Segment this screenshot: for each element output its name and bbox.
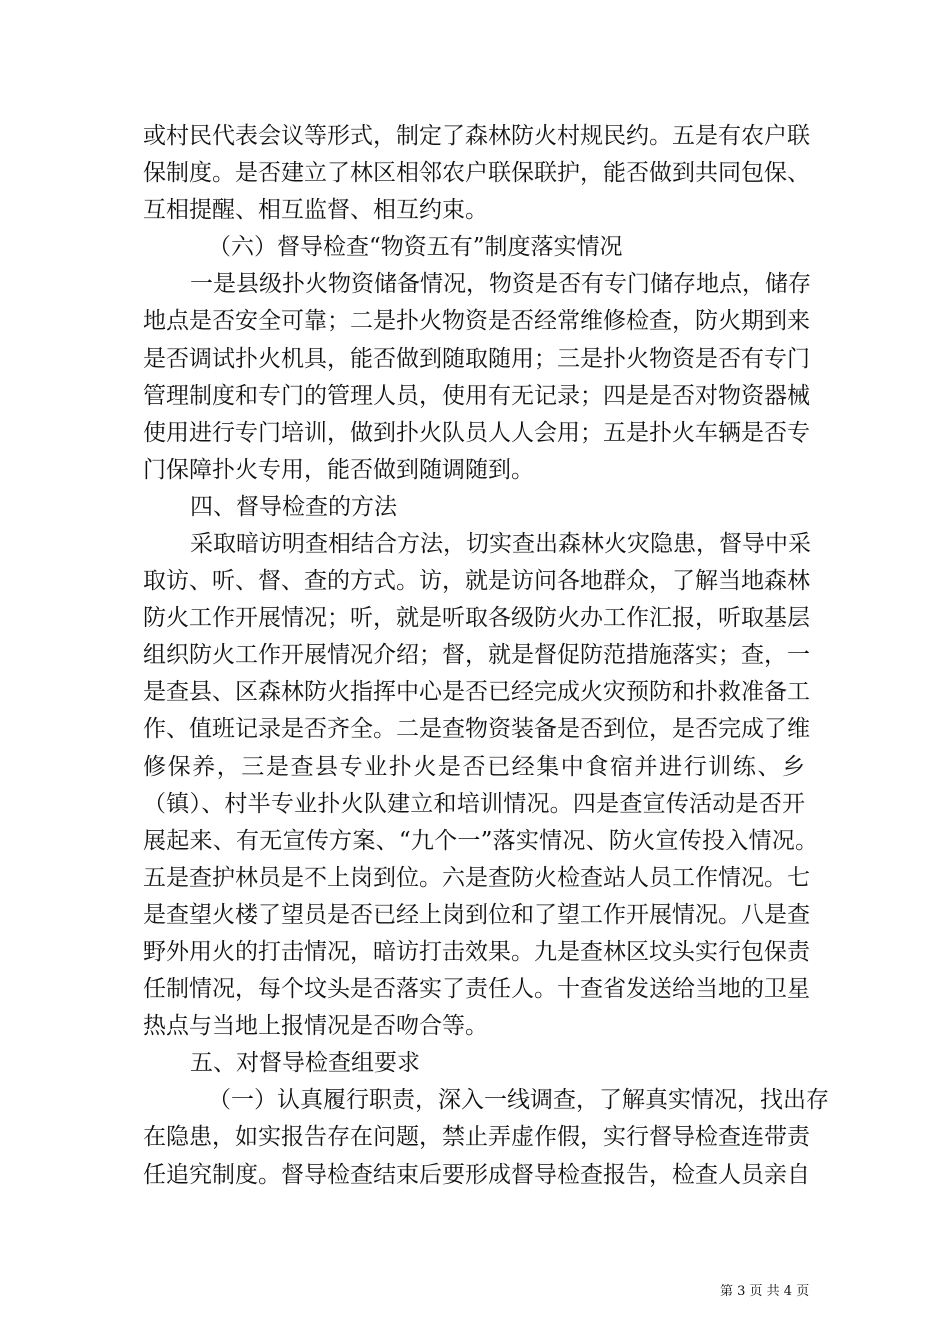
paragraph-line: 修保养，三是查县专业扑火是否已经集中食宿并进行训练、乡: [143, 754, 805, 780]
paragraph-line: 或村民代表会议等形式，制定了森林防火村规民约。五是有农户联: [143, 123, 810, 149]
paragraph-line: 任追究制度。督导检查结束后要形成督导检查报告，检查人员亲自: [143, 1162, 810, 1188]
paragraph-line: （一）认真履行职责，深入一线调查，了解真实情况，找出存: [208, 1087, 829, 1113]
paragraph-line: 使用进行专门培训，做到扑火队员人人会用；五是扑火车辆是否专: [143, 420, 810, 446]
paragraph-line: 五是查护林员是不上岗到位。六是查防火检查站人员工作情况。七: [143, 865, 810, 891]
paragraph-line: （镇）、村半专业扑火队建立和培训情况。四是查宣传活动是否开: [143, 791, 805, 817]
paragraph-line: 防火工作开展情况；听，就是听取各级防火办工作汇报，听取基层: [143, 605, 810, 631]
paragraph-line: 组织防火工作开展情况介绍；督，就是督促防范措施落实；查，一: [143, 642, 810, 668]
paragraph-line: 是查县、区森林防火指挥中心是否已经完成火灾预防和扑救准备工: [143, 679, 810, 705]
paragraph-line: 作、值班记录是否齐全。二是查物资装备是否到位，是否完成了维: [143, 716, 810, 742]
paragraph-line: 是查望火楼了望员是否已经上岗到位和了望工作开展情况。八是查: [143, 902, 810, 928]
paragraph-line: 展起来、有无宣传方案、“九个一”落实情况、防火宣传投入情况。: [143, 828, 818, 854]
section-heading: 四、督导检查的方法: [190, 494, 397, 520]
paragraph-line: 门保障扑火专用，能否做到随调随到。: [143, 457, 534, 483]
paragraph-line: 是否调试扑火机具，能否做到随取随用；三是扑火物资是否有专门: [143, 346, 810, 372]
paragraph-line: 管理制度和专门的管理人员，使用有无记录；四是是否对物资器械: [143, 383, 810, 409]
paragraph-line: 热点与当地上报情况是否吻合等。: [143, 1013, 488, 1039]
paragraph-line: 野外用火的打击情况，暗访打击效果。九是查林区坟头实行包保责: [143, 939, 810, 965]
section-heading: （六）督导检查“物资五有”制度落实情况: [208, 234, 623, 260]
paragraph-line: 一是县级扑火物资储备情况，物资是否有专门储存地点，储存: [190, 271, 811, 297]
paragraph-line: 地点是否安全可靠；二是扑火物资是否经常维修检查，防火期到来: [143, 308, 810, 334]
page-number: 第 3 页 共 4 页: [720, 1284, 810, 1299]
paragraph-line: 取访、听、督、查的方式。访，就是访问各地群众，了解当地森林: [143, 568, 810, 594]
paragraph-line: 采取暗访明查相结合方法，切实查出森林火灾隐患，督导中采: [190, 531, 811, 557]
paragraph-line: 在隐患，如实报告存在问题，禁止弄虚作假，实行督导检查连带责: [143, 1124, 810, 1150]
section-heading: 五、对督导检查组要求: [190, 1050, 420, 1076]
paragraph-line: 任制情况，每个坟头是否落实了责任人。十查省发送给当地的卫星: [143, 976, 810, 1002]
paragraph-line: 保制度。是否建立了林区相邻农户联保联护，能否做到共同包保、: [143, 160, 810, 186]
paragraph-line: 互相提醒、相互监督、相互约束。: [143, 197, 488, 223]
